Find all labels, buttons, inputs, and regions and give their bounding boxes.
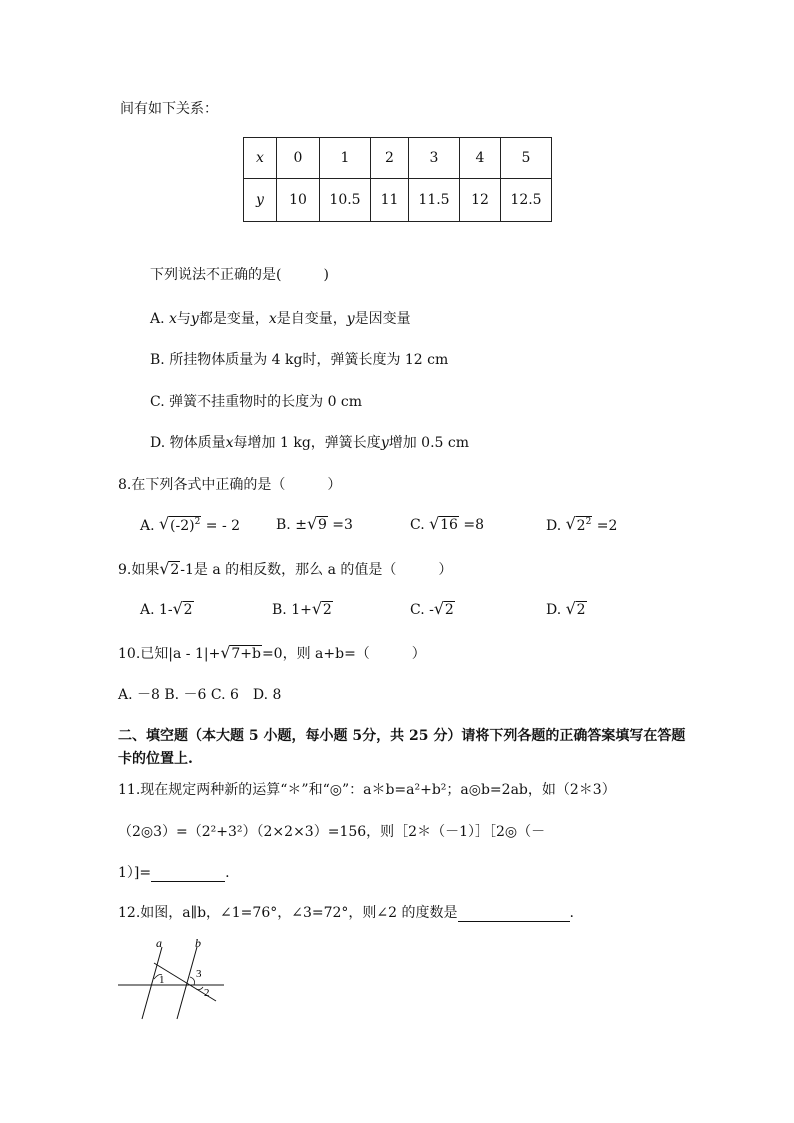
option-prefix: D. [546, 518, 562, 534]
var-y: y [190, 311, 199, 327]
text: 增加 0.5 cm [388, 435, 470, 451]
radicand: 2 [170, 562, 180, 578]
text: -1是 a 的相反数，那么 a 的值是（ ） [180, 562, 453, 578]
text: =0，则 a+b=（ ） [261, 646, 426, 662]
q9-stem [118, 559, 452, 579]
label-angle-3: 3 [196, 968, 202, 980]
table-cell: 2 [371, 138, 409, 179]
section-heading-cont: 卡的位置上. [118, 751, 193, 767]
period: . [225, 865, 230, 881]
q7-option-b: B. 所挂物体质量为 4 kg时，弹簧长度为 12 cm [150, 352, 449, 368]
period: . [569, 905, 574, 921]
text: 每增加 1 kg，弹簧长度 [233, 435, 381, 451]
xy-table [243, 137, 552, 222]
sqrt-expression: √ $2^2$ [565, 514, 592, 534]
table-cell: 4 [460, 138, 501, 179]
sqrt-expression: √ $(-2)^2$ [159, 514, 201, 534]
text: 是因变量 [354, 311, 411, 327]
sqrt-expression: √ 7+b [220, 643, 261, 662]
table-header-y: y [244, 179, 277, 222]
sqrt-expression: √ 2 [433, 599, 454, 618]
sqrt-expression: √ 2 [172, 599, 193, 618]
radicand: 2 [576, 518, 586, 534]
text: 1- [159, 602, 173, 618]
text: 1）]= [118, 865, 152, 881]
parallel-lines-figure [118, 935, 228, 1025]
q11-line2: （2◎3）=（2²+3²）（2×2×3）=156，则［2＊（－1）］［2◎（－ [118, 824, 546, 840]
q11-line1: 11.现在规定两种新的运算“＊”和“◎”：a＊b=a²+b²；a◎b=2ab，如（2＊3） [118, 782, 616, 798]
option-prefix: C. [410, 602, 425, 618]
option-prefix: C. [410, 517, 425, 533]
text: 都是变量， [198, 311, 269, 327]
answer-blank [151, 865, 225, 882]
text: 12.如图，a∥b，∠1=76°，∠3=72°，则∠2 的度数是 [118, 905, 458, 921]
plus-minus: ± [295, 517, 307, 533]
option-prefix: D. [546, 602, 562, 618]
radicand: 9 [317, 517, 327, 533]
table-cell: 11.5 [409, 179, 460, 222]
q8-stem: 8.在下列各式中正确的是（ ） [118, 477, 342, 493]
q8-option-c [410, 516, 484, 533]
q9-option-b [272, 601, 333, 618]
text: 10.已知|a - 1|+ [118, 646, 221, 662]
q9-option-a [140, 601, 194, 618]
sqrt-expression: √ 2 [159, 559, 180, 578]
option-prefix: A. [140, 518, 155, 534]
table-cell: 10.5 [320, 179, 371, 222]
q8-option-a [140, 516, 240, 534]
sqrt-expression: √ 2 [311, 599, 332, 618]
radicand: 2 [444, 602, 454, 618]
q12-stem [118, 902, 574, 922]
table-row [244, 179, 552, 222]
sqrt-expression: √ 16 [429, 514, 458, 533]
table-header-x: x [244, 138, 277, 179]
radicand: 7+b [231, 646, 261, 662]
table-cell: 0 [277, 138, 320, 179]
table-cell: 10 [277, 179, 320, 222]
option-prefix: A. [140, 602, 155, 618]
option-prefix: B. [272, 602, 287, 618]
text: D. 物体质量 [150, 435, 226, 451]
q8-option-d [546, 516, 617, 534]
label-angle-2: 2 [204, 987, 210, 999]
intro-text: 间有如下关系： [120, 101, 218, 117]
table-cell: 1 [320, 138, 371, 179]
angle-arc [196, 987, 203, 990]
radicand: 2 [183, 602, 193, 618]
option-prefix: B. [276, 517, 291, 533]
text: =8 [458, 517, 485, 533]
sqrt-expression: √ 9 [306, 514, 327, 533]
var-x: x [268, 311, 277, 327]
exponent: 2 [194, 517, 201, 527]
q9-option-d [546, 601, 587, 618]
text: =3 [327, 517, 353, 533]
label-angle-1: 1 [159, 974, 165, 986]
text: 与 [176, 311, 191, 327]
var-x: x [169, 311, 177, 327]
var-y: y [346, 311, 355, 327]
option-prefix: A. [150, 311, 165, 327]
table-cell: 11 [371, 179, 409, 222]
radicand: 2 [576, 602, 586, 618]
text: 是自变量， [276, 311, 347, 327]
text: = - 2 [201, 518, 241, 534]
label-b: b [195, 936, 201, 950]
section-heading: 二、填空题（本大题 5 小题，每小题 5分，共 25 分）请将下列各题的正确答案填写在答题 [118, 728, 686, 744]
q11-line3 [118, 862, 230, 882]
q7-option-c: C. 弹簧不挂重物时的长度为 0 cm [150, 394, 363, 410]
text: 1+ [291, 602, 312, 618]
table-cell: 12.5 [501, 179, 552, 222]
text: 9.如果 [118, 562, 160, 578]
radicand: 16 [440, 517, 458, 533]
q7-stem: 下列说法不正确的是( ) [150, 267, 329, 283]
q7-option-a [150, 308, 411, 328]
text: =2 [592, 518, 618, 534]
answer-blank [458, 905, 570, 922]
q7-option-d [150, 432, 469, 452]
q8-option-b [276, 516, 353, 533]
label-a: a [156, 936, 162, 950]
q10-stem [118, 643, 426, 663]
table-cell: 3 [409, 138, 460, 179]
exponent: 2 [585, 517, 592, 527]
sqrt-expression: √ 2 [565, 599, 586, 618]
radicand: 2 [322, 602, 332, 618]
radicand: (-2) [170, 518, 195, 534]
table-cell: 12 [460, 179, 501, 222]
text: - [429, 602, 434, 618]
var-x: x [225, 435, 234, 451]
q9-option-c [410, 601, 455, 618]
angle-arc [190, 977, 195, 985]
var-y: y [380, 435, 389, 451]
table-cell: 5 [501, 138, 552, 179]
q10-options: A. －8 B. －6 C. 6 D. 8 [118, 687, 282, 703]
table-row [244, 138, 552, 179]
